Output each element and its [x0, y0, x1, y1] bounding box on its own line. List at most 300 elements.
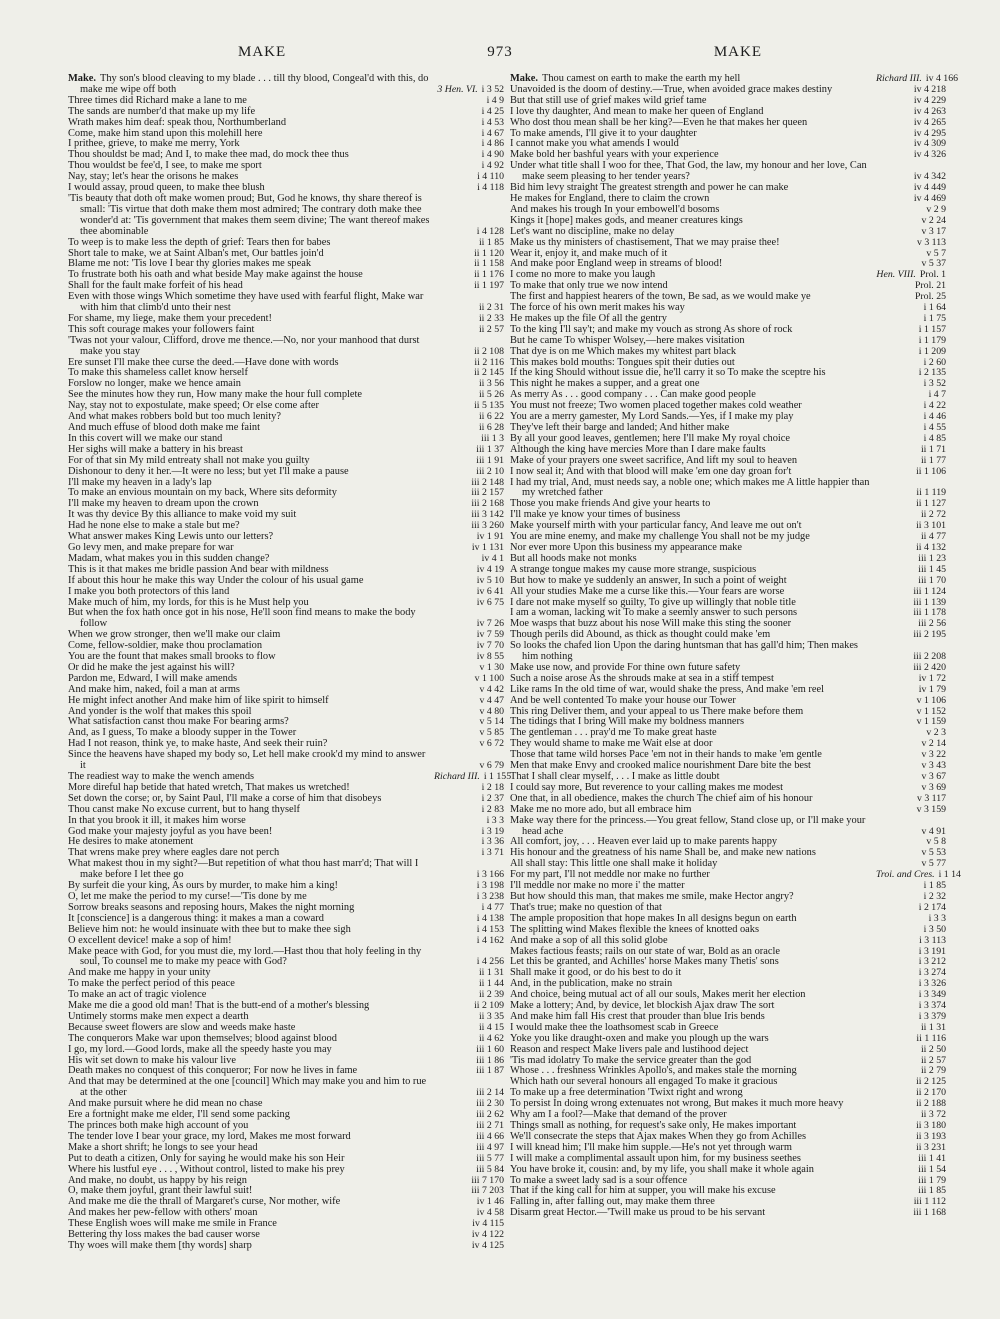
concordance-entry	[510, 641, 946, 663]
act-scene-line: v 3 22	[921, 749, 946, 761]
quotation: A strange tongue makes my cause more strange, suspicious	[510, 563, 757, 575]
quotation: What makest thou in my sight?—But repetition of what thou hast marr'd; That will I make before I let thee go	[68, 858, 419, 881]
act-scene-line: iv 4 122	[471, 1229, 504, 1241]
act-scene-line: v 3 43	[921, 760, 946, 772]
quotation: Disarm great Hector.—'Twill make us proud to be his servant	[510, 1207, 766, 1219]
act-scene-line: ii 5 135	[474, 400, 504, 412]
citation	[434, 1066, 504, 1077]
quotation: O, make them joyful, grant their lawful suit!	[68, 1185, 253, 1197]
quotation: Although the king have mercies More than I dare make faults	[510, 443, 766, 455]
quotation: His wit set down to make his valour live	[68, 1054, 236, 1066]
quotation: You must not freeze; Two women placed together makes cold weather	[510, 400, 802, 412]
citation	[434, 936, 504, 947]
quotation: Come, make him stand upon this molehill here	[68, 127, 263, 139]
act-scene-line: v 2 14	[921, 738, 946, 750]
quotation: Wear it, enjoy it, and make much of it	[510, 247, 668, 259]
act-scene-line: iii 7 170	[471, 1174, 504, 1186]
act-scene-line: iii 1 87	[476, 1065, 504, 1077]
act-scene-line: v 3 117	[916, 792, 946, 804]
concordance-entry	[510, 816, 946, 838]
quotation: I come no more to make you laugh	[510, 269, 656, 281]
quotation: Men that make Envy and crooked malice nourishment Dare bite the best	[510, 760, 811, 772]
quotation: I had my trial, And, must needs say, a noble one; which makes me A little happier than my wretched father	[510, 476, 870, 499]
quotation: Under what title shall I woo for thee, That God, the law, my honour and her love, Can make seem pleasing to her tender years?	[510, 160, 867, 183]
quotation: These English woes will make me smile in France	[68, 1218, 277, 1230]
act-scene-line: iii 1 54	[918, 1163, 946, 1175]
citation	[876, 805, 946, 816]
entry-text	[68, 608, 432, 630]
act-scene-line: iii 1 178	[913, 607, 946, 619]
act-scene-line: iii 2 208	[913, 651, 946, 663]
quotation: And make, no doubt, us happy by his reign	[68, 1174, 247, 1186]
act-scene-line: i 4 77	[481, 901, 504, 913]
quotation: For shame, my liege, make them your precedent!	[68, 312, 272, 324]
quotation: Forslow no longer, make we hence amain	[68, 378, 241, 390]
quotation: Make me no more ado, but all embrace him	[510, 803, 692, 815]
concordance-entry	[510, 1208, 946, 1219]
act-scene-line: iv 4 295	[913, 127, 946, 139]
quotation: Make us thy ministers of chastisement, That we may praise thee!	[510, 236, 780, 248]
quotation: This night he makes a supper, and a great one	[510, 378, 700, 390]
quotation: What answer makes King Lewis unto our letters?	[68, 531, 274, 543]
act-scene-line: iii 2 10	[476, 465, 504, 477]
quotation: Untimely storms make men expect a dearth	[68, 1010, 249, 1022]
act-scene-line: ii 2 31	[478, 302, 504, 314]
quotation: And makes her pew-fellow with others' moan	[68, 1207, 258, 1219]
quotation: Death makes no conquest of this conqueror; For now he lives in fame	[68, 1065, 358, 1077]
entry-text	[68, 1077, 432, 1099]
act-scene-line: iv 4 58	[476, 1207, 504, 1219]
act-scene-line: v 4 42	[479, 683, 504, 695]
act-scene-line: iii 2 420	[913, 661, 946, 673]
quotation: And make a sop of all this solid globe	[510, 934, 668, 946]
act-scene-line: v 5 14	[479, 716, 504, 728]
quotation: Three times did Richard make a lane to me	[68, 94, 247, 106]
quotation: In that you brook it ill, it makes him worse	[68, 814, 246, 826]
quotation: O, let me make the period to my curse!—'Tis done by me	[68, 890, 307, 902]
quotation: This ring Deliver them, and your appeal to us There make before them	[510, 705, 804, 717]
act-scene-line: i 4 153	[476, 923, 504, 935]
quotation: The readiest way to make the wench amends	[68, 771, 255, 782]
quotation: I cannot make you what amends I would	[510, 138, 679, 150]
quotation: But all hoods make not monks	[510, 552, 637, 564]
act-scene-line: i 4 7	[928, 389, 946, 401]
act-scene-line: iv 4 1	[481, 552, 504, 564]
entry-text	[68, 194, 432, 238]
act-scene-line: i 1 155	[483, 771, 512, 782]
quotation: And much effuse of blood doth make me faint	[68, 422, 260, 433]
act-scene-line: ii 3 180	[916, 1120, 946, 1131]
concordance-entry	[68, 1241, 504, 1252]
act-scene-line: i 4 128	[476, 225, 504, 237]
quotation: See the minutes how they run, How many make the hour full complete	[68, 389, 363, 401]
act-scene-line: v 1 152	[916, 705, 946, 717]
act-scene-line: ii 1 119	[916, 487, 946, 499]
act-scene-line: ii 1 127	[916, 498, 946, 510]
header-keyword-left: MAKE	[238, 44, 287, 60]
act-scene-line: i 4 85	[923, 432, 946, 444]
citation	[434, 739, 504, 750]
act-scene-line: i 4 53	[481, 116, 504, 128]
quotation: To make an act of tragic violence	[68, 989, 207, 1001]
act-scene-line: ii 1 116	[916, 1032, 946, 1044]
citation	[434, 1241, 504, 1252]
quotation: And choice, being mutual act of all our souls, Makes merit her election	[510, 989, 806, 1001]
quotation: To make a sweet lady sad is a sour offence	[510, 1174, 688, 1186]
quotation: All your studies Make me a curse like this.—Your fears are worse	[510, 585, 785, 597]
act-scene-line: ii 2 57	[478, 323, 504, 335]
act-scene-line: v 1 100	[474, 672, 504, 684]
quotation: That if the king call for him at supper, you will make his excuse	[510, 1185, 776, 1197]
act-scene-line: i 4 256	[476, 956, 504, 968]
quotation: I would make thee the loathsomest scab in Greece	[510, 1021, 719, 1033]
act-scene-line: ii 1 31	[478, 967, 504, 979]
quotation: Where his lustful eye . . . , Without control, listed to make his prey	[68, 1163, 345, 1175]
act-scene-line: iv 1 79	[918, 683, 946, 695]
quotation: Believe him not: he would insinuate with thee but to make thee sigh	[68, 923, 351, 935]
headword: Make.	[510, 73, 538, 84]
act-scene-line: i 4 110	[477, 171, 504, 183]
act-scene-line: i 3 274	[918, 967, 946, 979]
act-scene-line: iv 4 229	[913, 94, 946, 106]
quotation: The princes both make high account of you	[68, 1120, 249, 1131]
entry-text	[510, 161, 874, 183]
quotation: That wrens make prey where eagles dare not perch	[68, 847, 280, 859]
act-scene-line: ii 4 15	[478, 1021, 504, 1033]
quotation: Nay, stay not to expostulate, make speed; Or else come after	[68, 400, 319, 412]
concordance-entry	[68, 750, 504, 772]
concordance-entry	[68, 74, 504, 96]
quotation: In this covert will we make our stand	[68, 432, 223, 444]
quotation: What satisfaction canst thou make For bearing arms?	[68, 716, 289, 728]
act-scene-line: iii 2 168	[471, 498, 504, 510]
act-scene-line: ii 4 77	[920, 531, 946, 543]
quotation: Which hath our several honours all engaged To make it gracious	[510, 1076, 778, 1088]
citation	[876, 630, 946, 641]
act-scene-line: v 4 47	[479, 694, 504, 706]
quotation: Make way there for the princess.—You great fellow, Stand close up, or I'll make your head ache	[510, 814, 866, 837]
quotation: The force of his own merit makes his way	[510, 302, 685, 314]
act-scene-line: iv 4 125	[471, 1239, 504, 1251]
act-scene-line: iii 2 157	[471, 487, 504, 499]
quotation: You have broke it, cousin: and, by my life, you shall make it whole again	[510, 1163, 814, 1175]
act-scene-line: i 2 83	[481, 803, 504, 815]
quotation: Make use now, and provide For thine own future safety	[510, 661, 741, 673]
quotation: And what makes robbers bold but too much lenity?	[68, 411, 281, 423]
quotation: Short tale to make, we at Saint Alban's met, Our battles join'd	[68, 247, 324, 259]
quotation: The tender love I bear your grace, my lord, Makes me most forward	[68, 1130, 351, 1142]
quotation: The first and happiest hearers of the town, Be sad, as we would make ye	[510, 291, 811, 303]
quotation: It [conscience] is a dangerous thing: it makes a man a coward	[68, 912, 324, 924]
quotation: Such a noise arose As the shrouds make at sea in a stiff tempest	[510, 672, 774, 684]
act-scene-line: i 2 37	[481, 792, 504, 804]
play-title: Troi. and Cres.	[876, 869, 935, 881]
right-column	[510, 73, 961, 1219]
act-scene-line: i 3 50	[923, 923, 946, 935]
entry-text	[68, 74, 432, 96]
page-number: 973	[487, 44, 513, 60]
entry-text	[68, 292, 432, 314]
act-scene-line: iii 1 112	[913, 1196, 946, 1208]
quotation: I love thy daughter, And mean to make her queen of England	[510, 105, 764, 117]
quotation: He might infect another And make him of like spirit to himself	[68, 694, 329, 706]
act-scene-line: i 4 46	[923, 411, 946, 423]
quotation: Make peace with God, for you must die, my lord.—Hast thou that holy feeling in thy soul, To counsel me to make my peace with God?	[68, 945, 422, 968]
act-scene-line: iii 1 79	[918, 1174, 946, 1186]
act-scene-line: i 4 162	[476, 934, 504, 946]
quotation: He makes for England, there to claim the crown	[510, 192, 710, 204]
quotation: It was thy device By this alliance to make void my suit	[68, 509, 297, 521]
act-scene-line: ii 2 50	[920, 1043, 946, 1055]
act-scene-line: iv 6 41	[476, 585, 504, 597]
act-scene-line: i 3 52	[481, 83, 504, 95]
act-scene-line: i 2 135	[918, 367, 946, 379]
act-scene-line: ii 1 120	[474, 247, 504, 259]
quotation: 'Tis beauty that doth oft make women proud; But, God he knows, thy share thereof is small: 'Tis virtue that doth make them most admired; The contrary doth make thee wonder'd at: 'Tis government that makes them seem divine; The want thereof makes thee abominable	[68, 192, 430, 237]
quotation: Though perils did Abound, as thick as thought could make 'em	[510, 629, 771, 641]
citation	[434, 183, 504, 194]
quotation: But he came To whisper Wolsey,—here makes visitation	[510, 334, 745, 346]
act-scene-line: iv 7 59	[476, 629, 504, 641]
act-scene-line: i 4 67	[481, 127, 504, 139]
act-scene-line: v 1 106	[916, 694, 946, 706]
quotation: But when the fox hath once got in his nose, He'll soon find means to make the body follow	[68, 607, 416, 630]
quotation: And, in the publication, make no strain	[510, 978, 673, 990]
quotation: 'Tis mad idolatry To make the service greater than the god	[510, 1054, 752, 1066]
quotation: Let this be granted, and Achilles' horse Makes many Thetis' sons	[510, 956, 779, 968]
act-scene-line: i 2 60	[923, 356, 946, 368]
act-scene-line: i 3 113	[919, 934, 946, 946]
quotation: Thou camest on earth to make the earth my hell	[542, 73, 741, 84]
quotation: Those you make friends And give your hearts to	[510, 498, 711, 510]
quotation: Thy woes will make them [thy words] sharp	[68, 1239, 252, 1251]
quotation: This makes bold mouths: Tongues spit their duties out	[510, 356, 735, 368]
act-scene-line: i 4 25	[481, 105, 504, 117]
quotation: The splitting wind Makes flexible the knees of knotted oaks	[510, 923, 760, 935]
act-scene-line: i 4 92	[481, 160, 504, 172]
quotation: Thou wouldst be fee'd, I see, to make me sport	[68, 160, 262, 172]
quotation: I make you both protectors of this land	[68, 585, 230, 597]
act-scene-line: ii 1 71	[920, 443, 946, 455]
quotation: And yonder is the wolf that makes this spoil	[68, 705, 252, 717]
quotation: By all your good leaves, gentlemen; here I'll make My royal choice	[510, 432, 791, 444]
act-scene-line: v 3 17	[921, 225, 946, 237]
quotation: Make of your prayers one sweet sacrifice, And lift my soul to heaven	[510, 454, 798, 466]
act-scene-line: iii 7 203	[471, 1185, 504, 1197]
act-scene-line: v 5 7	[926, 247, 946, 259]
quotation: Ere sunset I'll make thee curse the deed.—Have done with words	[68, 356, 339, 368]
act-scene-line: i 4 90	[481, 149, 504, 161]
quotation: If about this hour he make this way Under the colour of his usual game	[68, 574, 364, 586]
act-scene-line: iv 1 91	[476, 531, 504, 543]
quotation: Bettering thy loss makes the bad causer worse	[68, 1229, 260, 1241]
entry-text	[510, 816, 874, 838]
running-header	[68, 44, 932, 66]
act-scene-line: ii 3 35	[478, 1010, 504, 1022]
play-title: Richard III.	[876, 73, 922, 84]
act-scene-line: i 2 32	[923, 890, 946, 902]
act-scene-line: i 4 86	[481, 138, 504, 150]
act-scene-line: i 3 349	[918, 989, 946, 1001]
quotation: Put to death a citizen, Only for saying he would make his son Heir	[68, 1152, 345, 1164]
quotation: Set down the corse; or, by Saint Paul, I'll make a corse of him that disobeys	[68, 792, 382, 804]
quotation: Madam, what makes you in this sudden change?	[68, 552, 270, 564]
concordance-entry	[510, 478, 946, 500]
quotation: But how should this man, that makes me smile, make Hector angry?	[510, 890, 794, 902]
citation	[876, 467, 946, 478]
quotation: I am a woman, lacking wit To make a seemly answer to such persons	[510, 607, 798, 619]
act-scene-line: iii 1 85	[918, 1185, 946, 1197]
act-scene-line: ii 4 132	[916, 541, 946, 553]
quotation: I will knead him; I'll make him supple.—He's not yet through warm	[510, 1141, 792, 1153]
act-scene-line: iii 2 14	[476, 1087, 504, 1099]
quotation: I prithee, grieve, to make me merry, York	[68, 138, 240, 150]
act-scene-line: i 4 22	[923, 400, 946, 412]
quotation: The gentleman . . . pray'd me To make great haste	[510, 727, 717, 739]
act-scene-line: iv 4 326	[913, 149, 946, 161]
quotation: The tidings that I bring Will make my boldness manners	[510, 716, 745, 728]
act-scene-line: iii 1 91	[476, 454, 504, 466]
quotation: And make pursuit where he did mean no chase	[68, 1098, 263, 1110]
act-scene-line: iv 7 70	[476, 640, 504, 652]
quotation: As merry As . . . good company . . . Can make good people	[510, 389, 756, 401]
quotation: To make up a free determination 'Twixt right and wrong	[510, 1087, 743, 1099]
quotation: Reason and respect Make livers pale and lustihood deject	[510, 1043, 749, 1055]
act-scene-line: i 3 326	[918, 978, 946, 990]
quotation: Ere a fortnight make me elder, I'll send some packing	[68, 1109, 290, 1121]
quotation: Yoke you like draught-oxen and make you plough up the wars	[510, 1032, 769, 1044]
quotation: We'll consecrate the steps that Ajax makes When they go from Achilles	[510, 1130, 807, 1142]
quotation: Those that tame wild horses Pace 'em not in their hands to make 'em gentle	[510, 749, 822, 761]
act-scene-line: iv 4 115	[472, 1218, 504, 1230]
act-scene-line: v 5 37	[921, 258, 946, 270]
quotation: Bid him levy straight The greatest strength and power he can make	[510, 182, 789, 194]
act-scene-line: ii 2 170	[916, 1087, 946, 1099]
act-scene-line: iii 2 62	[476, 1109, 504, 1121]
quotation: Unavoided is the doom of destiny.—True, when avoided grace makes destiny	[510, 83, 833, 95]
quotation: God make your majesty joyful as you have been!	[68, 825, 273, 837]
act-scene-line: ii 3 231	[916, 1141, 946, 1153]
quotation: Because sweet flowers are slow and weeds make haste	[68, 1021, 296, 1033]
quotation: And make poor England weep in streams of blood!	[510, 258, 723, 270]
act-scene-line: iii 1 70	[918, 574, 946, 586]
citation	[876, 150, 946, 161]
act-scene-line: ii 1 31	[920, 1021, 946, 1033]
quotation: Let's want no discipline, make no delay	[510, 225, 675, 237]
act-scene-line: i 1 157	[918, 323, 946, 335]
quotation: Her sighs will make a battery in his breast	[68, 443, 243, 455]
quotation: Falling in, after falling out, may make them three	[510, 1196, 715, 1208]
act-scene-line: i 1 75	[923, 312, 946, 324]
concordance-entry	[68, 947, 504, 969]
header-keyword-right: MAKE	[713, 44, 762, 60]
act-scene-line: ii 2 79	[920, 1065, 946, 1077]
quotation: For of that sin My mild entreaty shall not make you guilty	[68, 454, 310, 466]
entry-text	[68, 1241, 432, 1252]
act-scene-line: i 3 36	[481, 836, 504, 848]
quotation: Dishonour to deny it her.—It were no less; but yet I'll make a pause	[68, 465, 349, 477]
act-scene-line: iv 4 265	[913, 116, 946, 128]
act-scene-line: ii 1 85	[478, 236, 504, 248]
act-scene-line: v 6 79	[479, 760, 504, 772]
concordance-entry	[68, 292, 504, 314]
quotation: And that may be determined at the one [council] Which may make you and him to rue at the other	[68, 1076, 427, 1099]
quotation: I'll make my heaven in a lady's lap	[68, 476, 212, 488]
act-scene-line: iii 5 77	[476, 1152, 504, 1164]
entry-text	[68, 750, 432, 772]
act-scene-line: i 4 9	[486, 94, 504, 106]
entry-text	[510, 1208, 874, 1219]
quotation: Makes factious feasts; rails on our state of war, Bold as an oracle	[510, 945, 780, 957]
quotation: Make a short shrift; he longs to see your head	[68, 1141, 258, 1153]
act-scene-line: iii 2 148	[471, 476, 504, 488]
quotation: One that, in all obedience, makes the church The chief aim of his honour	[510, 792, 813, 804]
quotation: Or did he make the jest against his will?	[68, 661, 235, 673]
quotation: Shall make it good, or do his best to do it	[510, 967, 682, 979]
act-scene-line: iii 1 45	[918, 563, 946, 575]
citation	[434, 598, 504, 609]
quotation: The ample proposition that hope makes In all designs begun on earth	[510, 912, 797, 924]
act-scene-line: ii 1 197	[474, 280, 504, 292]
concordance-entry	[68, 194, 504, 238]
act-scene-line: ii 1 77	[920, 454, 946, 466]
act-scene-line: ii 5 26	[478, 389, 504, 401]
quotation: Thou shouldst be mad; And I, to make thee mad, do mock thee thus	[68, 149, 349, 161]
act-scene-line: iii 1 60	[476, 1043, 504, 1055]
quotation: Things small as nothing, for request's sake only, He makes important	[510, 1120, 797, 1131]
act-scene-line: iii 1 168	[913, 1207, 946, 1219]
entry-text	[68, 859, 432, 881]
quotation: To persist In doing wrong extenuates not wrong, But makes it much more heavy	[510, 1098, 844, 1110]
act-scene-line: ii 3 72	[920, 1109, 946, 1121]
quotation: To the king I'll say't; and make my vouch as strong As shore of rock	[510, 323, 793, 335]
act-scene-line: ii 3 193	[916, 1130, 946, 1142]
act-scene-line: ii 2 188	[916, 1098, 946, 1110]
act-scene-line: iv 1 72	[918, 672, 946, 684]
quotation: Make much of him, my lords, for this is he Must help you	[68, 596, 309, 608]
citation	[434, 325, 504, 336]
concordance-entry	[68, 859, 504, 881]
act-scene-line: ii 2 109	[474, 1000, 504, 1012]
concordance-entry	[68, 1077, 504, 1099]
quotation: I dare not make myself so guilty, To give up willingly that noble title	[510, 596, 796, 608]
quotation: The conquerors Make war upon themselves; blood against blood	[68, 1032, 337, 1044]
act-scene-line: i 3 374	[918, 1000, 946, 1012]
act-scene-line: ii 1 158	[474, 258, 504, 270]
quotation: And make him, naked, foil a man at arms	[68, 683, 240, 695]
quotation: All shall stay: This little one shall make it holiday	[510, 858, 718, 870]
quotation: I would assay, proud queen, to make thee blush	[68, 182, 265, 194]
quotation: And make me happy in your unity	[68, 967, 211, 979]
entry-text	[510, 641, 874, 663]
act-scene-line: iii 1 41	[918, 1152, 946, 1164]
quotation: I'll make ye know your times of business	[510, 509, 681, 521]
act-scene-line: v 3 67	[921, 771, 946, 782]
act-scene-line: i 1 64	[923, 302, 946, 314]
act-scene-line: ii 2 72	[920, 509, 946, 521]
act-scene-line: ii 4 62	[478, 1032, 504, 1044]
quotation: Had he none else to make a stale but me?	[68, 520, 240, 532]
act-scene-line: i 1 209	[918, 345, 946, 357]
quotation: They would shame to make me Wait else at door	[510, 738, 713, 750]
quotation: Kings it [hope] makes gods, and meaner creatures kings	[510, 214, 743, 226]
act-scene-line: i 1 14	[938, 869, 961, 881]
act-scene-line: iii 3 260	[471, 520, 504, 532]
concordance-entry	[510, 161, 946, 183]
act-scene-line: iv 4 342	[913, 171, 946, 183]
act-scene-line: v 4 80	[479, 705, 504, 717]
act-scene-line: ii 2 57	[920, 1054, 946, 1066]
